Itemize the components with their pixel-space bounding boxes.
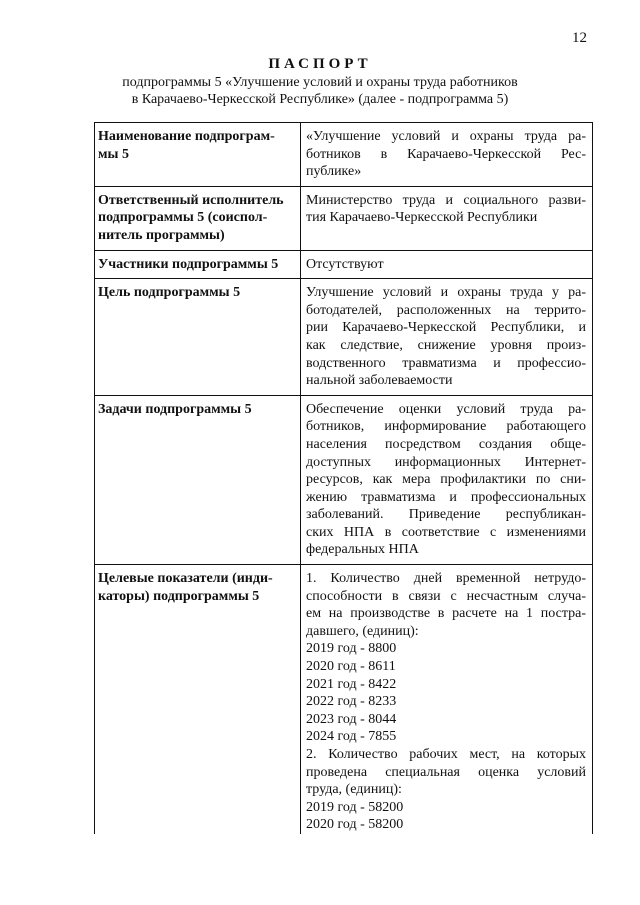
- value-line: способности в связи с несчастным случа-: [306, 588, 586, 604]
- row-label: [95, 123, 301, 187]
- value-line: нальной заболеваемости: [306, 373, 453, 389]
- label-line: Наименование подпрограм-: [98, 129, 275, 144]
- table-row-tasks: [95, 395, 593, 564]
- value-line: давшего, (единиц):: [306, 623, 419, 639]
- value-line: 2023 год - 8044: [306, 711, 397, 727]
- row-value: [301, 123, 593, 187]
- value-line: 1. Количество дней временной нетрудо-: [306, 571, 586, 587]
- label-line: каторы) подпрограммы 5: [98, 588, 260, 604]
- value-line: 2022 год - 8233: [306, 694, 397, 710]
- value-line: рии Карачаево-Черкесской Республики, и: [306, 320, 586, 336]
- passport-table: [94, 122, 593, 834]
- value-line: Отсутствуют: [306, 256, 384, 272]
- value-line: ботников в Карачаево-Черкесской Рес-: [306, 146, 586, 162]
- value-line: федеральных НПА: [306, 542, 419, 558]
- label-line: подпрограммы 5 (соиспол-: [98, 210, 268, 226]
- value-line: «Улучшение условий и охраны труда ра-: [306, 129, 586, 144]
- value-line: 2021 год - 8422: [306, 676, 397, 692]
- value-line: 2020 год - 58200: [306, 817, 404, 833]
- label-line: Участники подпрограммы 5: [98, 256, 279, 272]
- value-line: ских НПА в соответствие с изменениями: [306, 524, 586, 540]
- value-line: ресурсов, как мера профилактики по сни-: [306, 472, 586, 488]
- subtitle-line: подпрограммы 5 «Улучшение условий и охраны труда работников: [122, 75, 518, 90]
- label-line: Цель подпрограммы 5: [98, 285, 241, 301]
- value-line: водственного травматизма и профессио-: [306, 355, 586, 371]
- label-line: Задачи подпрограммы 5: [98, 401, 252, 417]
- value-line: проведена специальная оценка условий: [306, 764, 586, 780]
- label-line: мы 5: [98, 146, 129, 162]
- value-line: 2. Количество рабочих мест, на которых: [306, 747, 586, 762]
- row-label: [95, 250, 301, 279]
- row-label: [95, 279, 301, 396]
- row-label: [95, 395, 301, 564]
- row-value: [301, 565, 593, 834]
- value-line: 2019 год - 8800: [306, 641, 397, 657]
- value-line: как следствие, снижение уровня произ-: [306, 337, 586, 353]
- value-line: доступных информационных Интернет-: [306, 454, 586, 470]
- value-line: жению травматизма и профессиональных: [306, 489, 586, 505]
- document-title: ПАСПОРТ: [268, 56, 372, 72]
- subtitle-line: в Карачаево-Черкесской Республике» (далее - подпрограмма 5): [131, 92, 509, 107]
- value-line: Министерство труда и социального разви-: [306, 192, 586, 208]
- row-value: [301, 250, 593, 279]
- table-row-indicators: [95, 565, 593, 834]
- value-line: Обеспечение оценки условий труда ра-: [306, 401, 586, 417]
- table-row-executor: [95, 186, 593, 250]
- value-line: ботников, информирование работающего: [306, 419, 586, 435]
- value-line: заболеваний. Приведение республикан-: [306, 507, 586, 523]
- label-line: Ответственный исполнитель: [98, 192, 284, 208]
- row-label: [95, 186, 301, 250]
- value-line: 2020 год - 8611: [306, 659, 396, 675]
- document-subtitle: [0, 74, 640, 108]
- label-line: Целевые показатели (инди-: [98, 571, 273, 587]
- row-label: [95, 565, 301, 834]
- value-line: Улучшение условий и охраны труда у ра-: [306, 285, 586, 301]
- row-value: [301, 279, 593, 396]
- table-row-name: [95, 123, 593, 187]
- row-value: [301, 186, 593, 250]
- row-value: [301, 395, 593, 564]
- value-line: населения посредством создания обще-: [306, 436, 586, 452]
- label-line: нитель программы): [98, 227, 225, 243]
- value-line: тия Карачаево-Черкесской Республики: [306, 210, 538, 226]
- value-line: 2024 год - 7855: [306, 729, 397, 745]
- value-line: труда, (единиц):: [306, 782, 402, 798]
- value-line: 2019 год - 58200: [306, 799, 404, 815]
- value-line: ботодателей, расположенных на террито-: [306, 302, 586, 318]
- value-line: публике»: [306, 164, 362, 180]
- table-row-participants: [95, 250, 593, 279]
- page-number: 12: [572, 30, 587, 46]
- value-line: ем на производстве в расчете на 1 постра-: [306, 606, 586, 622]
- table-row-goal: [95, 279, 593, 396]
